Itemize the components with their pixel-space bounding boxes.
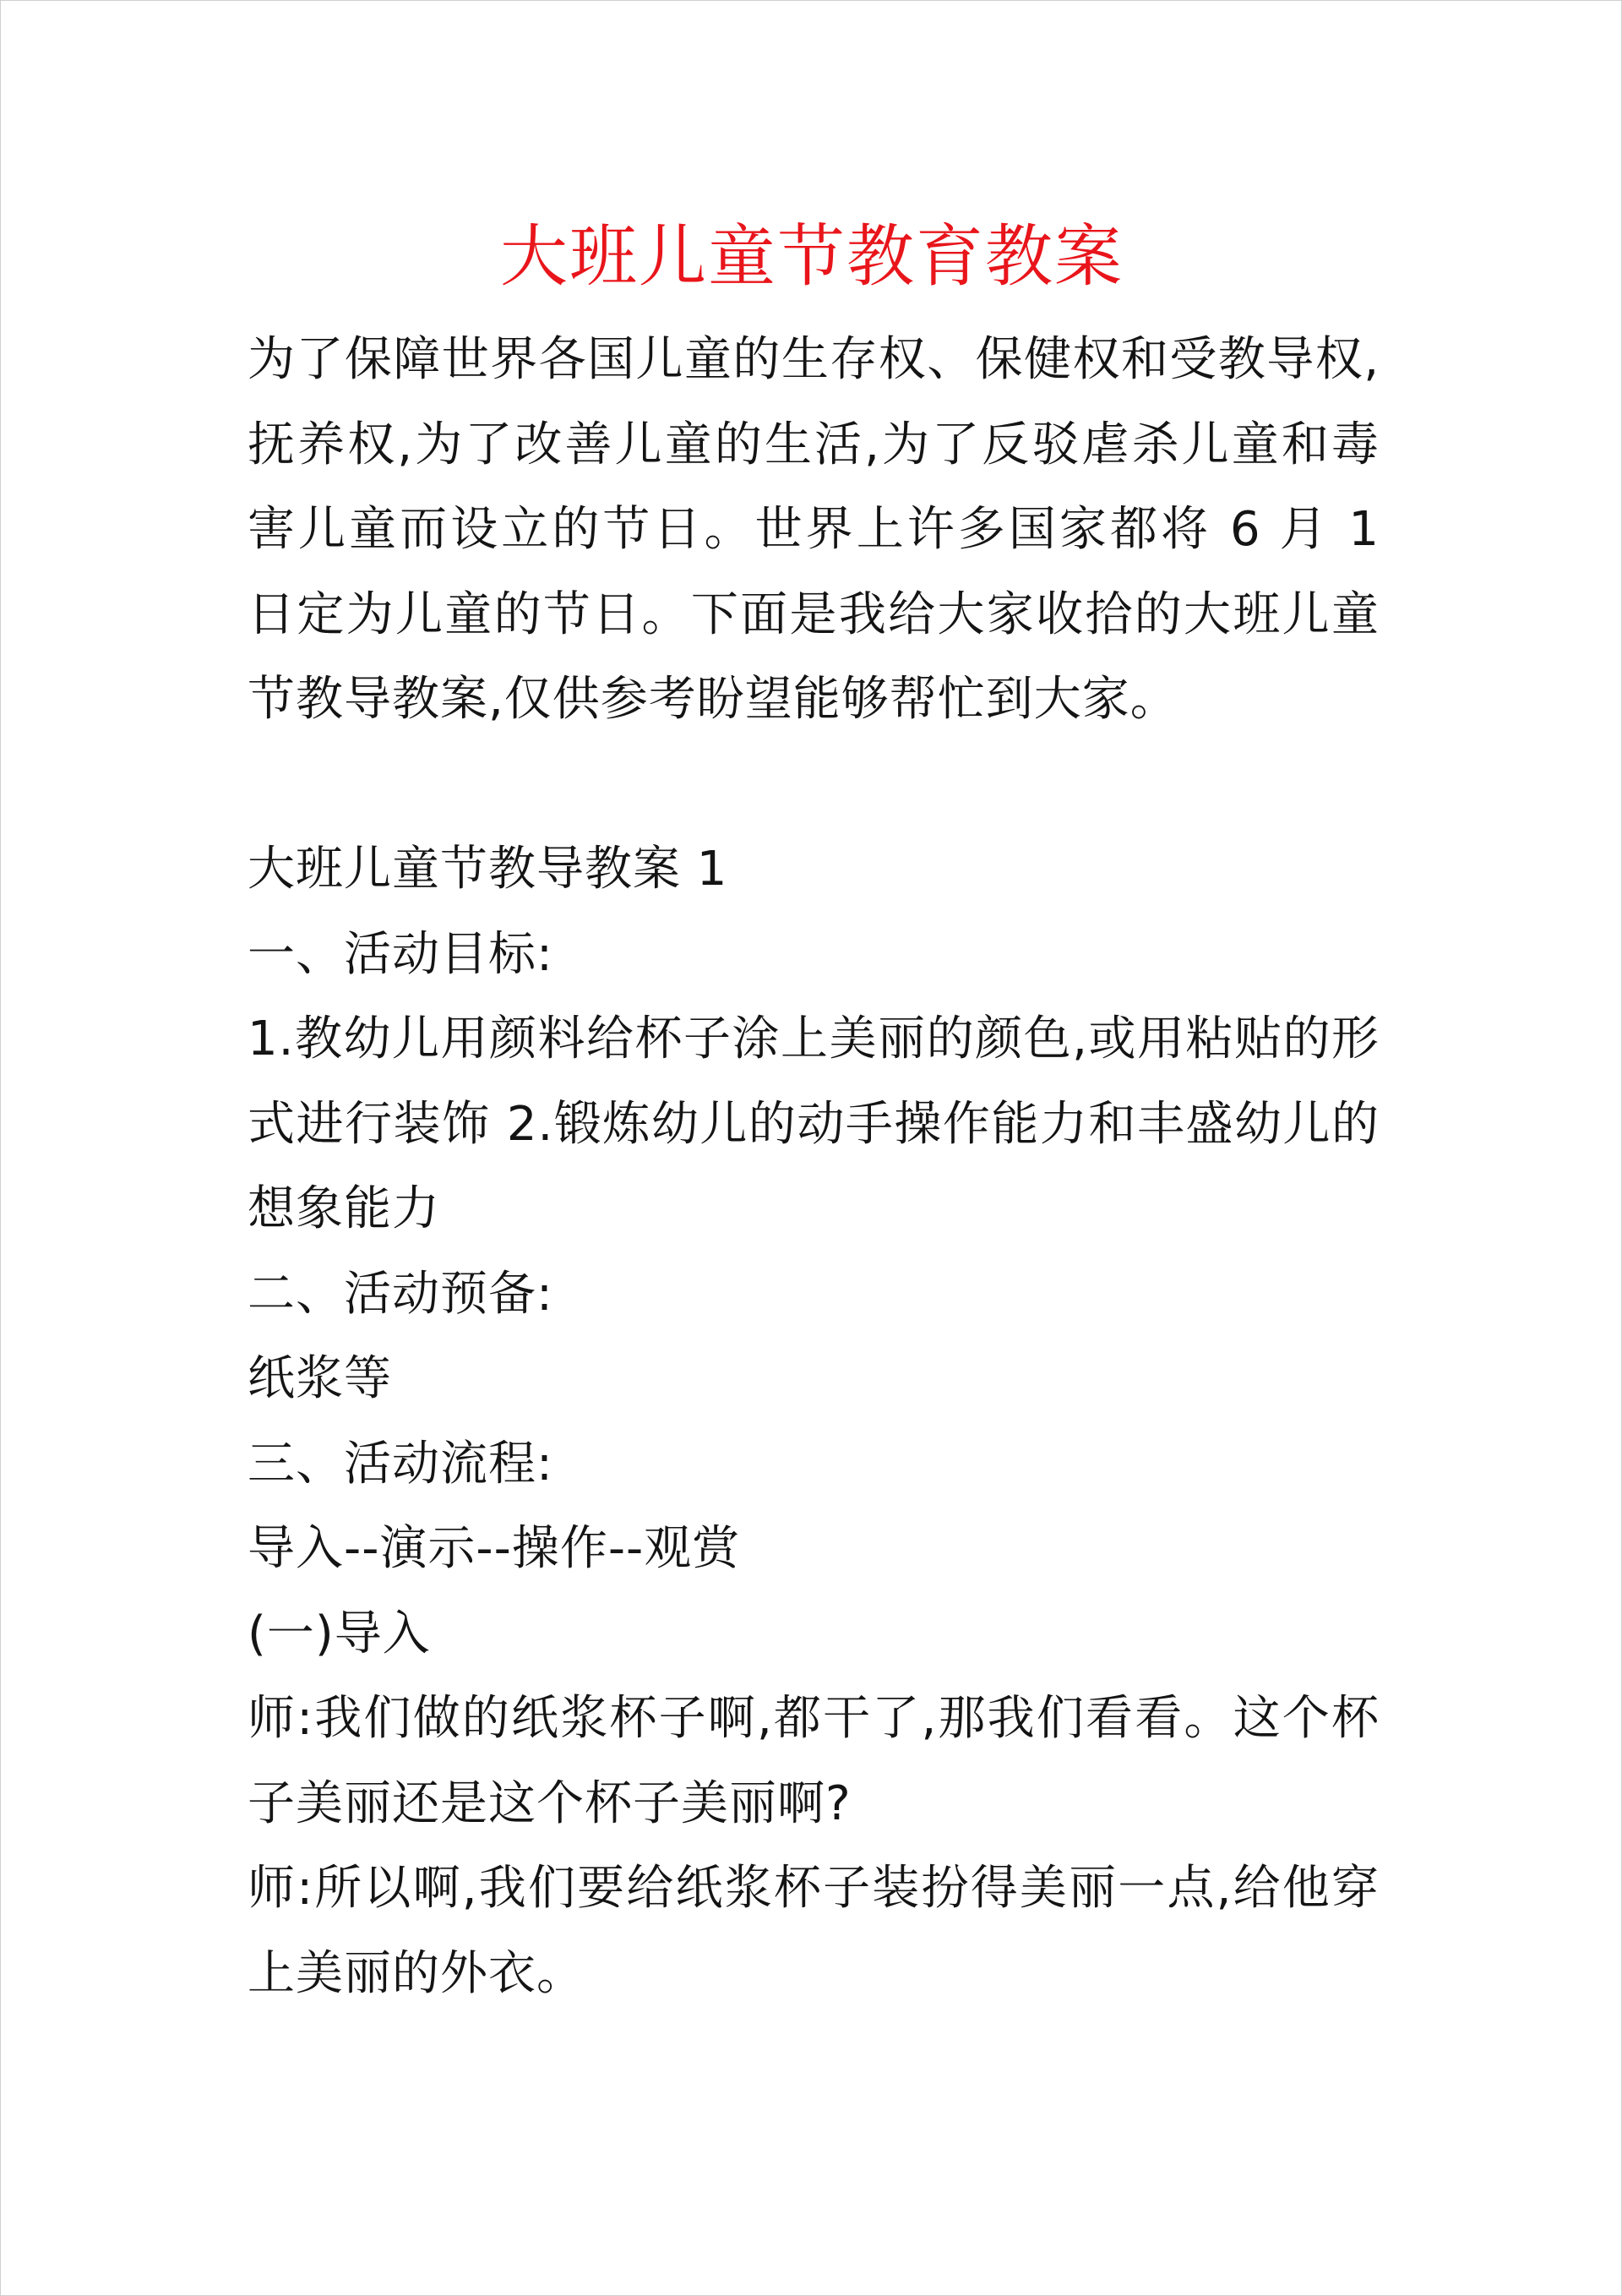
process-heading: 三、活动流程:: [248, 1436, 553, 1492]
intro-paragraph: 为了保障世界各国儿童的生存权、保健权和受教导权,抚养权,为了改善儿童的生活,为了反驳虐杀儿童和毒害儿童而设立的节日。世界上许多国家都将 6 月 1 日定为儿童的节日。下面是我给大家收拾的大班儿童节教导教案,仅供参考盼望能够帮忙到大家。: [248, 332, 1380, 727]
prep-text: 纸浆等: [248, 1351, 392, 1406]
process-text: 导入--演示--操作--观赏: [248, 1521, 741, 1576]
document-title: 大班儿童节教育教案: [500, 217, 1124, 296]
paragraph-gap: [248, 743, 1380, 828]
goals-heading: 一、活动目标:: [248, 926, 553, 982]
goals-text: 1.教幼儿用颜料给杯子涂上美丽的颜色,或用粘贴的形式进行装饰 2.锻炼幼儿的动手操作能力和丰盛幼儿的想象能力: [248, 1012, 1380, 1236]
document-body: [248, 318, 1380, 2016]
step1-heading: (一)导入: [248, 1606, 431, 1661]
teacher-line-1: 师:我们做的纸浆杯子啊,都干了,那我们看看。这个杯子美丽还是这个杯子美丽啊?: [248, 1691, 1380, 1831]
section-heading: 大班儿童节教导教案 1: [248, 842, 728, 897]
prep-heading: 二、活动预备:: [248, 1266, 553, 1322]
teacher-line-2: 师:所以啊,我们要给纸浆杯子装扮得美丽一点,给他穿上美丽的外衣。: [248, 1861, 1380, 2001]
